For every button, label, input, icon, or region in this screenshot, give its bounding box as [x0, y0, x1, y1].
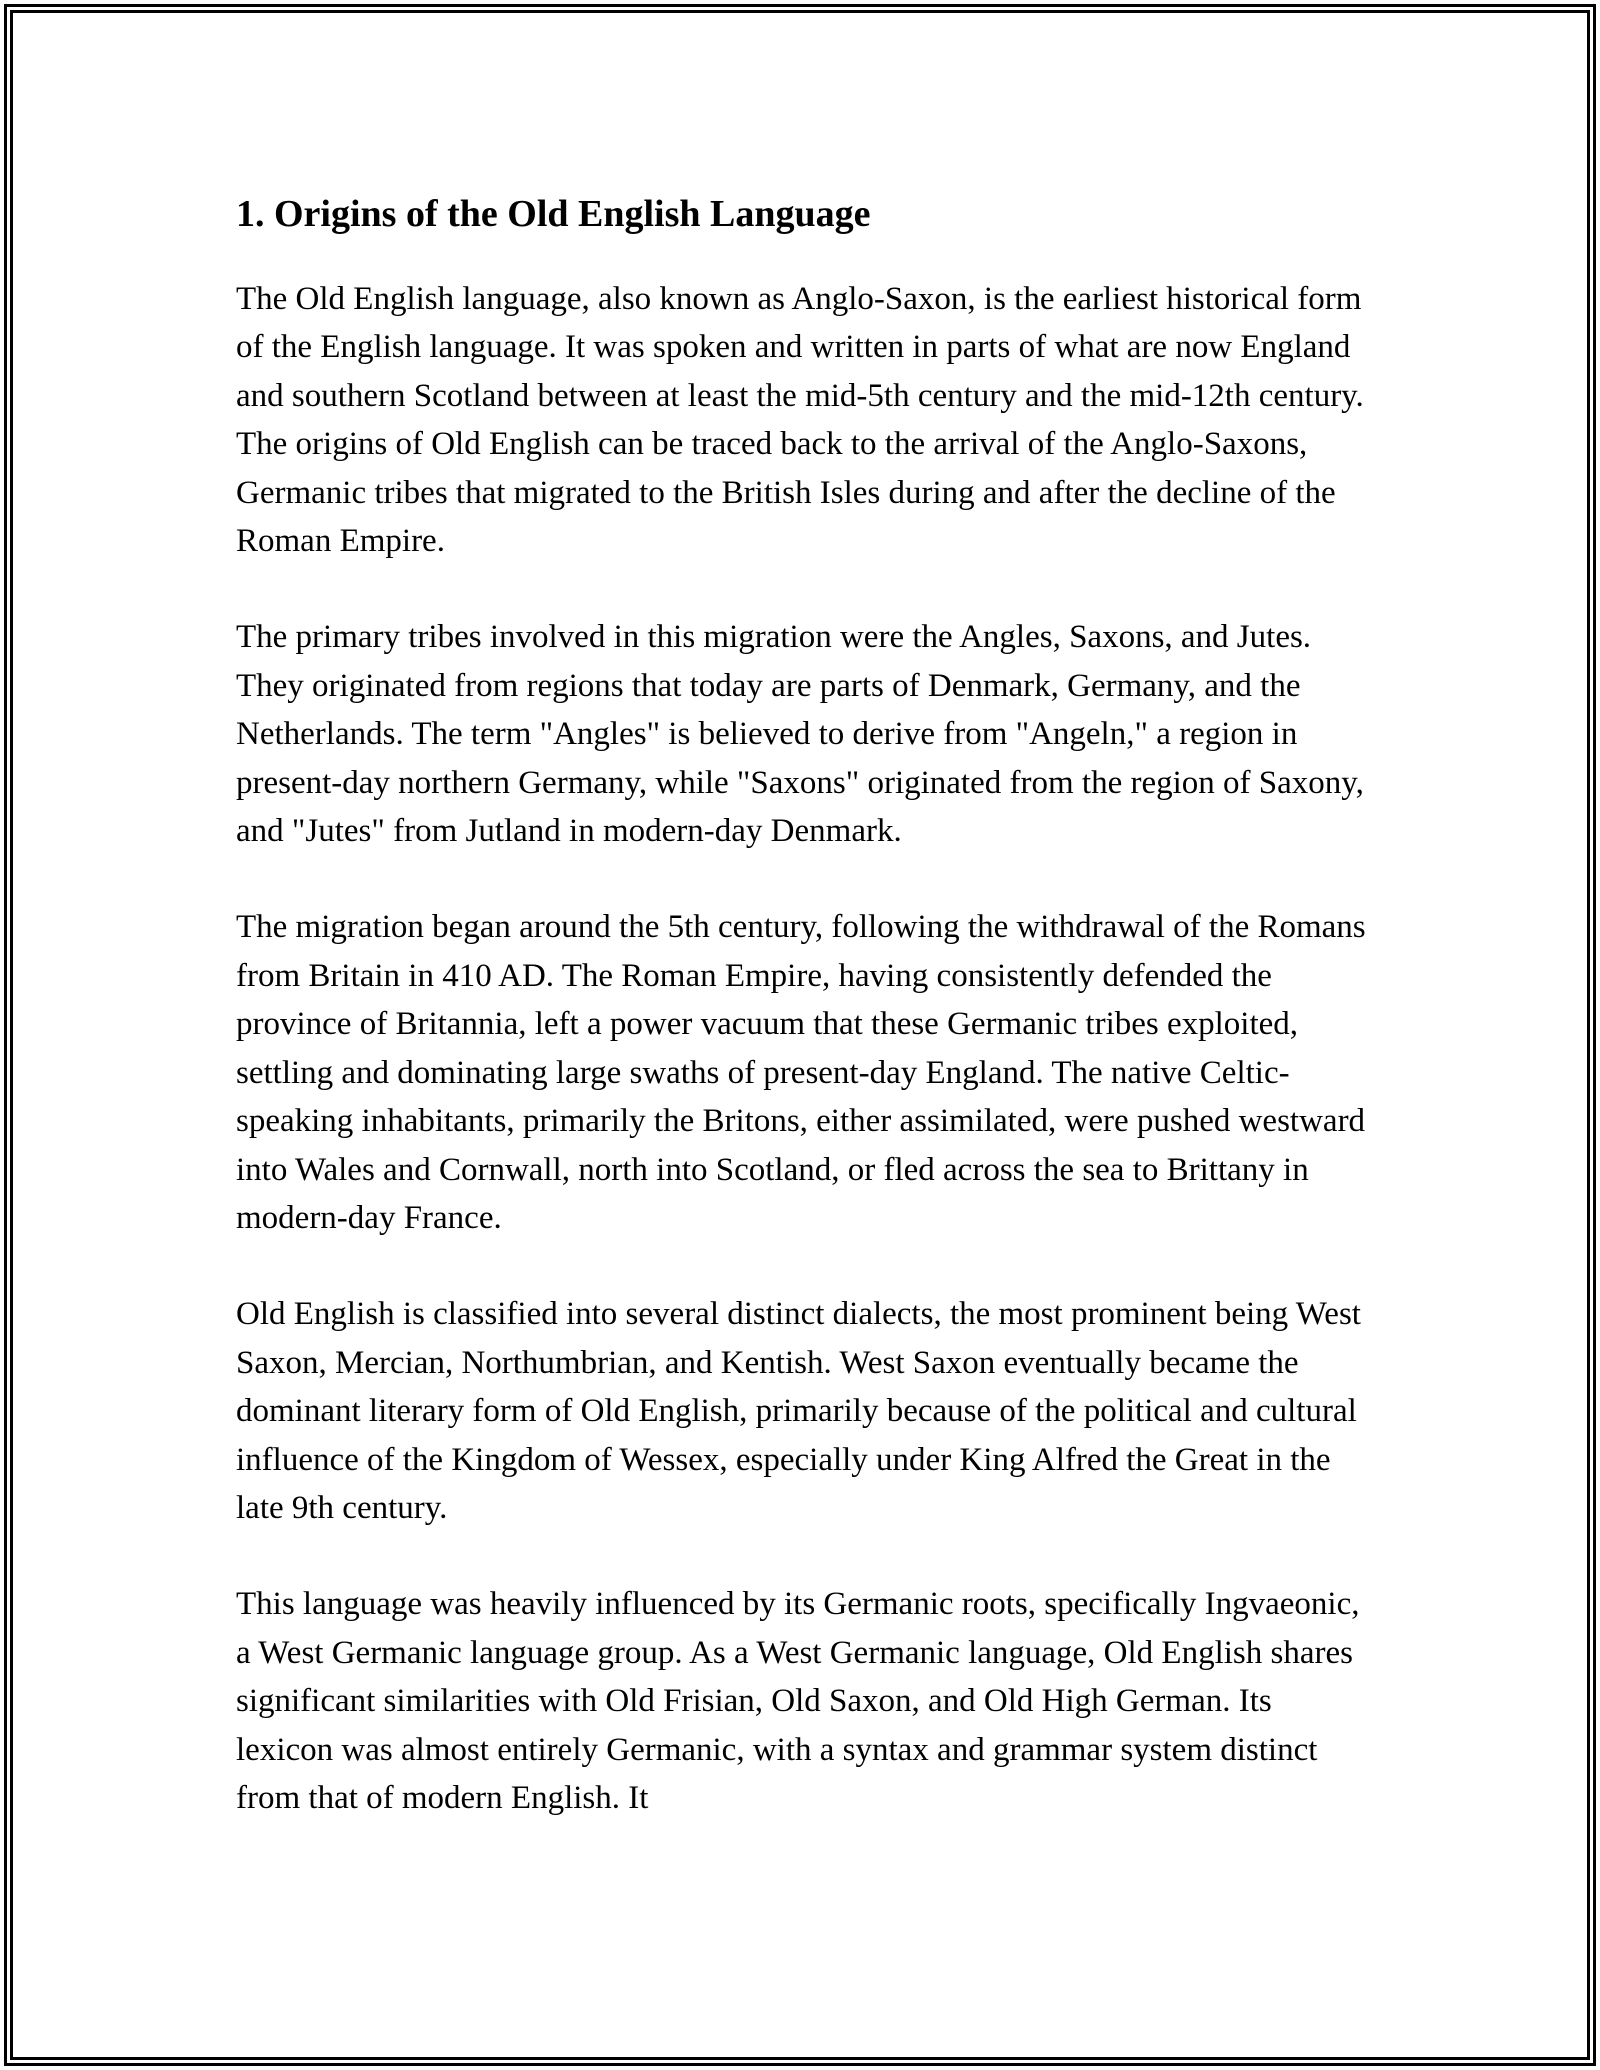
paragraph-migration: The migration began around the 5th century, following the withdrawal of the Romans from Britain in 410 AD. The Roman Empire, having consistently defended the province of Britannia, left a power vacuum that these Germanic tribes exploited, settling and dominating large swaths of present-day England. The native Celtic-speaking inhabitants, primarily the Britons, either assimilated, were pushed westward into Wales and Cornwall, north into Scotland, or fled across the sea to Brittany in modern-day France.	[236, 909, 1366, 1236]
section-heading: 1. Origins of the Old English Language	[236, 193, 871, 235]
paragraph-germanic-roots: This language was heavily influenced by its Germanic roots, specifically Ingvaeonic, a West Germanic language group. As a West Germanic language, Old English shares significant similarities with Old Frisian, Old Saxon, and Old High German. Its lexicon was almost entirely Germanic, with a syntax and grammar system distinct from that of modern English. It	[236, 1586, 1360, 1816]
document-body	[236, 183, 1372, 1870]
paragraph-origins: The Old English language, also known as Anglo-Saxon, is the earliest historical form of the English language. It was spoken and written in parts of what are now England and southern Scotland between at least the mid-5th century and the mid-12th century. The origins of Old English can be traced back to the arrival of the Anglo-Saxons, Germanic tribes that migrated to the British Isles during and after the decline of the Roman Empire.	[236, 281, 1364, 560]
paragraph-tribes: The primary tribes involved in this migration were the Angles, Saxons, and Jutes. They originated from regions that today are parts of Denmark, Germany, and the Netherlands. The term "Angles" is believed to derive from "Angeln," a region in present-day northern Germany, while "Saxons" originated from the region of Saxony, and "Jutes" from Jutland in modern-day Denmark.	[236, 619, 1364, 850]
paragraph-dialects: Old English is classified into several distinct dialects, the most prominent being West Saxon, Mercian, Northumbrian, and Kentish. West Saxon eventually became the dominant literary form of Old English, primarily because of the political and cultural influence of the Kingdom of Wessex, especially under King Alfred the Great in the late 9th century.	[236, 1296, 1361, 1526]
